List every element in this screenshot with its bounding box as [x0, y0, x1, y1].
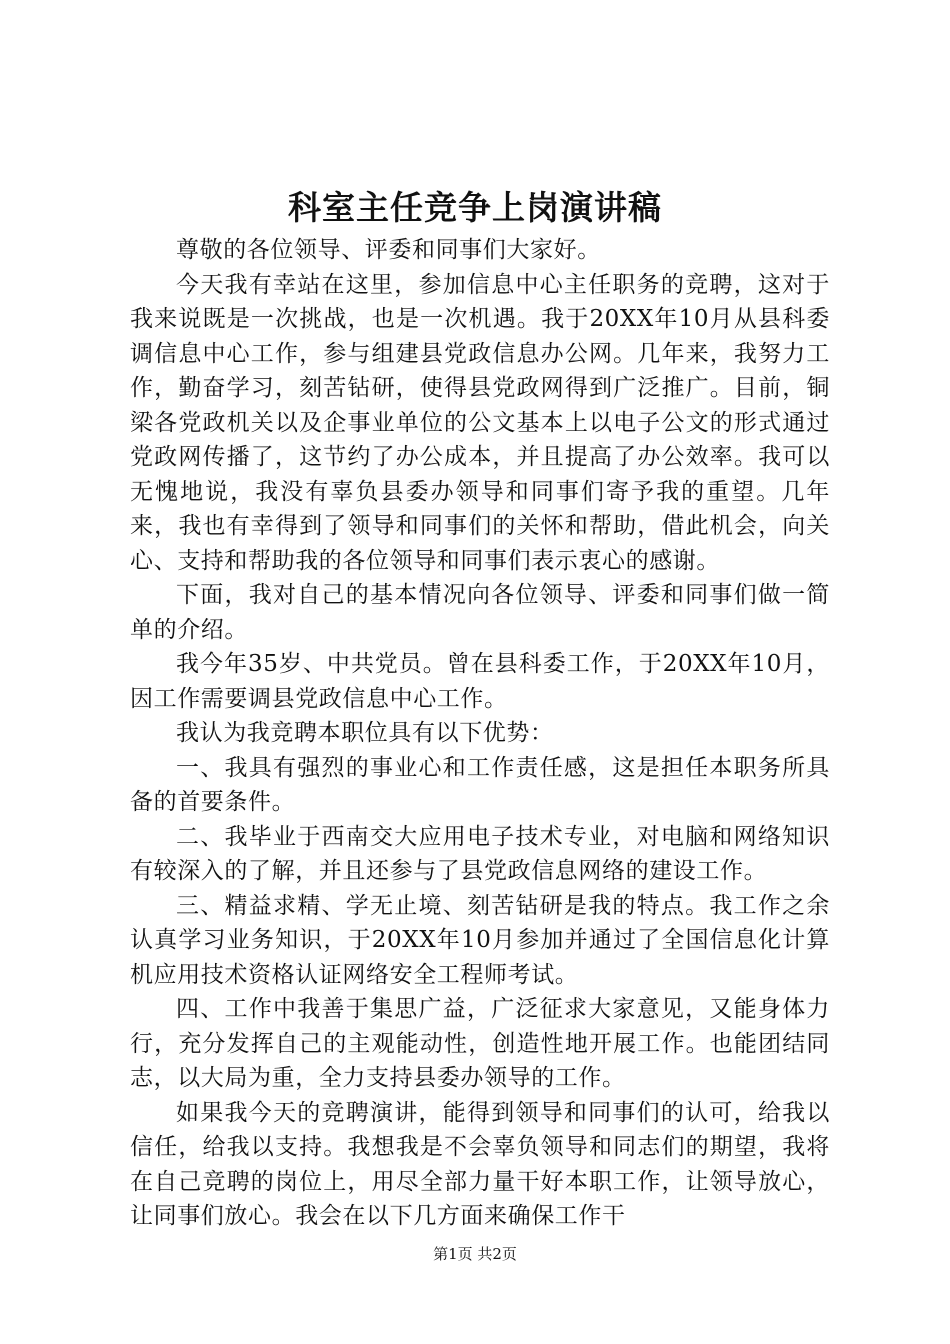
paragraph-commitment: 如果我今天的竞聘演讲，能得到领导和同事们的认可，给我以信任，给我以支持。我想我是不会辜负领导和同志们的期望，我将在自己竞聘的岗位上，用尽全部力量干好本职工作，让领导放心，让同事们放心。我会在以下几方面来确保工作干 — [130, 1099, 830, 1229]
paragraph-advantage-3: 三、精益求精、学无止境、刻苦钻研是我的特点。我工作之余认真学习业务知识，于20XX年10月参加并通过了全国信息化计算机应用技术资格认证网络安全工程师考试。 — [130, 892, 830, 988]
paragraph-self-intro-lead: 下面，我对自己的基本情况向各位领导、评委和同事们做一简单的介绍。 — [130, 582, 830, 643]
paragraph-greeting: 尊敬的各位领导、评委和同事们大家好。 — [176, 237, 601, 263]
paragraph-advantages-lead: 我认为我竞聘本职位具有以下优势： — [176, 720, 554, 746]
paragraph-advantage-2: 二、我毕业于西南交大应用电子技术专业，对电脑和网络知识有较深入的了解，并且还参与了县党政信息网络的建设工作。 — [130, 823, 830, 884]
paragraph-introduction: 今天我有幸站在这里，参加信息中心主任职务的竞聘，这对于我来说既是一次挑战，也是一次机遇。我于20XX年10月从县科委调信息中心工作，参与组建县党政信息办公网。几年来，我努力工作，勤奋学习，刻苦钻研，使得县党政网得到广泛推广。目前，铜梁各党政机关以及企事业单位的公文基本上以电子公文的形式通过党政网传播了，这节约了办公成本，并且提高了办公效率。我可以无愧地说，我没有辜负县委办领导和同事们寄予我的重望。几年来，我也有幸得到了领导和同事们的关怀和帮助，借此机会，向关心、支持和帮助我的各位领导和同事们表示衷心的感谢。 — [130, 271, 830, 574]
paragraph-advantage-1: 一、我具有强烈的事业心和工作责任感，这是担任本职务所具备的首要条件。 — [130, 754, 830, 815]
paragraph-personal-info: 我今年35岁、中共党员。曾在县科委工作，于20XX年10月，因工作需要调县党政信息中心工作。 — [130, 651, 830, 712]
paragraph-advantage-4: 四、工作中我善于集思广益，广泛征求大家意见，又能身体力行，充分发挥自己的主观能动性，创造性地开展工作。也能团结同志，以大局为重，全力支持县委办领导的工作。 — [130, 996, 830, 1091]
document-title: 科室主任竞争上岗演讲稿 — [288, 188, 662, 227]
document-body — [130, 233, 830, 1234]
page-footer: 第1页 共2页 — [433, 1245, 517, 1263]
